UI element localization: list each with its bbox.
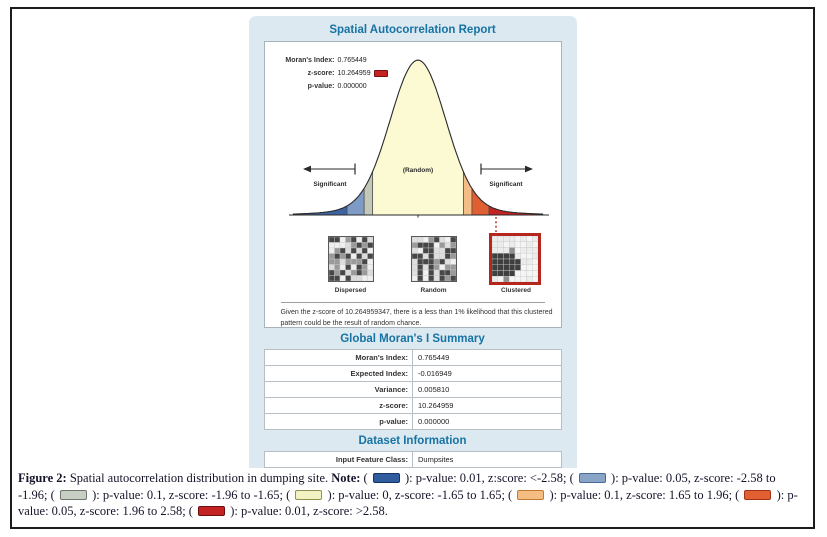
- mosaic-cell: [492, 242, 498, 248]
- mosaic-cell: [340, 270, 346, 276]
- mosaic-cell: [503, 259, 509, 265]
- summary-row-value: 0.765449: [413, 350, 562, 366]
- mosaic-cell: [345, 243, 351, 249]
- mosaic-cell: [492, 265, 498, 271]
- mosaic-cell: [515, 253, 521, 259]
- table-row: [264, 366, 561, 382]
- mosaic-cell: [351, 270, 357, 276]
- caption-text: (: [360, 471, 371, 485]
- mosaic-cell: [417, 254, 423, 260]
- mosaic-cell: [417, 265, 423, 271]
- mosaic-cell: [356, 254, 362, 260]
- mosaic-cell: [434, 265, 440, 271]
- mosaic-cell: [428, 243, 434, 249]
- mosaic-cell: [509, 253, 515, 259]
- mosaic-cell: [345, 254, 351, 260]
- mosaic-cell: [329, 243, 335, 249]
- dispersed-label: Dispersed: [334, 287, 367, 294]
- mosaic-cell: [532, 271, 538, 277]
- mosaic-cell: [334, 248, 340, 254]
- explanation-text: [281, 308, 553, 329]
- caption-legend-swatch: [517, 490, 544, 500]
- random-thumbnail-image: [411, 236, 457, 282]
- mosaic-cell: [450, 259, 456, 265]
- mosaic-cell: [367, 243, 373, 249]
- mosaic-cell: [423, 276, 429, 282]
- p-value-value: 0.000000: [337, 83, 367, 90]
- summary-row-value: 0.000000: [413, 414, 562, 430]
- mosaic-cell: [412, 270, 418, 276]
- caption-legend-swatch: [198, 506, 225, 516]
- mosaic-cell: [345, 259, 351, 265]
- mosaic-cell: [329, 270, 335, 276]
- mosaic-cell: [532, 259, 538, 265]
- mosaic-cell: [356, 248, 362, 254]
- mosaic-cell: [520, 265, 526, 271]
- summary-table: [264, 349, 562, 430]
- explanation-divider: [281, 302, 545, 303]
- mosaic-cell: [334, 276, 340, 282]
- mosaic-cell: [340, 243, 346, 249]
- summary-section-title: Global Moran's I Summary: [340, 333, 485, 345]
- mosaic-cell: [445, 270, 451, 276]
- summary-row-label: z-score:: [264, 398, 413, 414]
- z-score-label: z-score:: [307, 70, 335, 77]
- table-row: [264, 414, 561, 430]
- summary-row-label: Expected Index:: [264, 366, 413, 382]
- mosaic-cell: [362, 265, 368, 271]
- mosaic-cell: [367, 254, 373, 260]
- mosaic-cell: [434, 259, 440, 265]
- mosaic-cell: [428, 276, 434, 282]
- z-score-value: 10.264959: [337, 70, 371, 77]
- mosaic-cell: [515, 265, 521, 271]
- mosaic-cell: [423, 254, 429, 260]
- mosaic-cell: [532, 265, 538, 271]
- mosaic-cell: [450, 276, 456, 282]
- mosaic-cell: [439, 276, 445, 282]
- mosaic-cell: [334, 254, 340, 260]
- mosaic-cell: [515, 271, 521, 277]
- mosaic-cell: [526, 276, 532, 282]
- mosaic-cell: [412, 248, 418, 254]
- mosaic-cell: [532, 276, 538, 282]
- mosaic-cell: [503, 242, 509, 248]
- mosaic-cell: [497, 276, 503, 282]
- mosaic-cell: [412, 243, 418, 249]
- mosaic-cell: [492, 271, 498, 277]
- mosaic-cell: [362, 276, 368, 282]
- mosaic-cell: [515, 276, 521, 282]
- mosaic-cell: [509, 276, 515, 282]
- summary-row-value: 0.005810: [413, 382, 562, 398]
- dispersed-pattern-graphic: [329, 237, 373, 281]
- figure-caption: [18, 470, 807, 520]
- mosaic-cell: [503, 253, 509, 259]
- left-significant-label: Significant: [312, 181, 347, 188]
- summary-row-label: Variance:: [264, 382, 413, 398]
- mosaic-cell: [439, 248, 445, 254]
- table-row: [264, 350, 561, 366]
- mosaic-cell: [367, 270, 373, 276]
- mosaic-cell: [334, 243, 340, 249]
- mosaic-cell: [356, 265, 362, 271]
- summary-row-label: Moran's Index:: [264, 350, 413, 366]
- summary-row-label: p-value:: [264, 414, 413, 430]
- mosaic-cell: [362, 270, 368, 276]
- mosaic-cell: [434, 248, 440, 254]
- mosaic-cell: [423, 259, 429, 265]
- mosaic-cell: [492, 253, 498, 259]
- mosaic-cell: [423, 243, 429, 249]
- random-pattern-graphic: [412, 237, 456, 281]
- dataset-row-value: [413, 468, 562, 469]
- morans-index-value: 0.765449: [337, 57, 367, 64]
- mosaic-cell: [439, 254, 445, 260]
- mosaic-cell: [532, 242, 538, 248]
- caption-legend-swatch: [744, 490, 771, 500]
- dataset-table: [264, 451, 562, 468]
- mosaic-cell: [445, 259, 451, 265]
- mosaic-cell: [497, 242, 503, 248]
- mosaic-cell: [509, 248, 515, 254]
- table-row: [264, 398, 561, 414]
- report-title: Spatial Autocorrelation Report: [329, 24, 496, 36]
- caption-text: ): p-value: 0.01, z:score: <-2.58; (: [401, 471, 577, 485]
- mosaic-cell: [520, 276, 526, 282]
- summary-row-value: 10.264959: [413, 398, 562, 414]
- mosaic-cell: [515, 242, 521, 248]
- mosaic-cell: [503, 265, 509, 271]
- mosaic-cell: [423, 270, 429, 276]
- mosaic-cell: [434, 254, 440, 260]
- mosaic-cell: [509, 271, 515, 277]
- mosaic-cell: [428, 265, 434, 271]
- mosaic-cell: [526, 271, 532, 277]
- z-score-stat: [271, 67, 388, 80]
- mosaic-cell: [329, 259, 335, 265]
- mosaic-cell: [450, 265, 456, 271]
- dataset-section-title: Dataset Information: [358, 435, 467, 447]
- mosaic-cell: [412, 265, 418, 271]
- mosaic-cell: [367, 276, 373, 282]
- mosaic-cell: [497, 265, 503, 271]
- mosaic-cell: [532, 248, 538, 254]
- mosaic-cell: [334, 259, 340, 265]
- caption-text: ): p-value: 0.05, z-score: 1.96 to 2.58; (: [18, 487, 798, 518]
- explanation-line-1: Given the z-score of 10.264959347, there is a less than 1% likelihood that this clustered: [280, 309, 553, 316]
- mosaic-cell: [492, 248, 498, 254]
- mosaic-cell: [509, 265, 515, 271]
- clustered-thumbnail: [492, 236, 541, 294]
- figure-border-frame: [10, 7, 815, 529]
- mosaic-cell: [526, 242, 532, 248]
- mosaic-cell: [434, 270, 440, 276]
- mosaic-cell: [520, 242, 526, 248]
- mosaic-cell: [520, 253, 526, 259]
- mosaic-cell: [351, 248, 357, 254]
- mosaic-cell: [423, 265, 429, 271]
- caption-text: ): p-value: 0.1, z-score: -1.96 to -1.65; (: [88, 487, 294, 502]
- mosaic-cell: [340, 276, 346, 282]
- mosaic-cell: [412, 259, 418, 265]
- mosaic-cell: [334, 270, 340, 276]
- table-row: [264, 452, 561, 468]
- caption-bold-text: Note:: [331, 471, 361, 485]
- mosaic-cell: [515, 259, 521, 265]
- mosaic-cell: [434, 243, 440, 249]
- mosaic-cell: [356, 259, 362, 265]
- mosaic-cell: [351, 254, 357, 260]
- caption-bold-text: Figure 2:: [18, 471, 67, 485]
- mosaic-cell: [345, 248, 351, 254]
- mosaic-cell: [351, 259, 357, 265]
- caption-legend-swatch: [373, 473, 400, 483]
- mosaic-cell: [526, 253, 532, 259]
- mosaic-cell: [515, 248, 521, 254]
- mosaic-cell: [423, 248, 429, 254]
- mosaic-cell: [497, 259, 503, 265]
- mosaic-cell: [445, 265, 451, 271]
- mosaic-cell: [356, 243, 362, 249]
- random-label: (Random): [402, 167, 433, 174]
- mosaic-cell: [362, 248, 368, 254]
- caption-text: ): p-value: 0, z-score: -1.65 to 1.65; (: [324, 487, 516, 502]
- p-value-label: p-value:: [307, 83, 335, 90]
- dataset-row-label: Input Feature Class:: [264, 452, 413, 468]
- mosaic-cell: [450, 248, 456, 254]
- mosaic-cell: [520, 259, 526, 265]
- mosaic-cell: [428, 248, 434, 254]
- mosaic-cell: [329, 276, 335, 282]
- mosaic-cell: [526, 259, 532, 265]
- mosaic-cell: [417, 276, 423, 282]
- caption-legend-swatch: [295, 490, 322, 500]
- mosaic-cell: [351, 265, 357, 271]
- mosaic-cell: [503, 248, 509, 254]
- caption-text: ): p-value: 0.05, z-score: -2.58 to -1.96; (: [18, 471, 776, 502]
- clustered-label: Clustered: [501, 287, 531, 294]
- mosaic-cell: [520, 271, 526, 277]
- mosaic-cell: [428, 254, 434, 260]
- mosaic-cell: [497, 271, 503, 277]
- mosaic-cell: [329, 265, 335, 271]
- mosaic-cell: [417, 259, 423, 265]
- mosaic-cell: [428, 259, 434, 265]
- mosaic-cell: [334, 265, 340, 271]
- mosaic-cell: [329, 248, 335, 254]
- right-significant-label: Significant: [488, 181, 523, 188]
- mosaic-cell: [492, 276, 498, 282]
- mosaic-cell: [492, 259, 498, 265]
- mosaic-cell: [345, 270, 351, 276]
- mosaic-cell: [417, 270, 423, 276]
- left-arrowhead-icon: [303, 166, 311, 173]
- morans-index-label: Moran's Index:: [285, 57, 335, 64]
- mosaic-cell: [526, 248, 532, 254]
- dataset-row-value: Dumpsites: [413, 452, 562, 468]
- mosaic-cell: [450, 270, 456, 276]
- mosaic-cell: [367, 259, 373, 265]
- mosaic-cell: [362, 254, 368, 260]
- caption-legend-swatch: [60, 490, 87, 500]
- mosaic-cell: [345, 276, 351, 282]
- mosaic-cell: [439, 243, 445, 249]
- mosaic-cell: [412, 276, 418, 282]
- mosaic-cell: [503, 276, 509, 282]
- mosaic-cell: [497, 248, 503, 254]
- summary-row-value: -0.016949: [413, 366, 562, 382]
- mosaic-cell: [439, 259, 445, 265]
- caption-text: ): p-value: 0.1, z-score: 1.65 to 1.96; (: [546, 487, 743, 502]
- mosaic-cell: [428, 270, 434, 276]
- mosaic-cell: [503, 271, 509, 277]
- table-row: [264, 382, 561, 398]
- mosaic-cell: [445, 276, 451, 282]
- mosaic-cell: [351, 243, 357, 249]
- explanation-line-2: pattern could be the result of random chance.: [280, 319, 422, 327]
- dispersed-thumbnail: [328, 236, 374, 294]
- mosaic-cell: [367, 248, 373, 254]
- mosaic-cell: [450, 254, 456, 260]
- mosaic-cell: [345, 265, 351, 271]
- mosaic-cell: [520, 248, 526, 254]
- mosaic-cell: [445, 248, 451, 254]
- mosaic-cell: [526, 265, 532, 271]
- right-arrowhead-icon: [525, 166, 533, 173]
- morans-index-stat: [271, 54, 388, 67]
- caption-legend-swatch: [579, 473, 606, 483]
- mosaic-cell: [417, 248, 423, 254]
- mosaic-cell: [450, 243, 456, 249]
- curve-region: [463, 172, 472, 215]
- curve-region: [364, 172, 373, 215]
- clustered-pattern-graphic: [492, 236, 538, 282]
- mosaic-cell: [439, 270, 445, 276]
- spatial-autocorrelation-report-panel: [249, 16, 577, 468]
- mosaic-cell: [340, 254, 346, 260]
- mosaic-cell: [340, 265, 346, 271]
- mosaic-cell: [509, 242, 515, 248]
- caption-text: ): p-value: 0.01, z-score: >2.58.: [227, 504, 388, 518]
- mosaic-cell: [356, 276, 362, 282]
- mosaic-cell: [340, 259, 346, 265]
- mosaic-cell: [340, 248, 346, 254]
- mosaic-cell: [445, 254, 451, 260]
- clustered-thumbnail-image-highlighted: [489, 233, 541, 285]
- mosaic-cell: [367, 265, 373, 271]
- mosaic-cell: [351, 276, 357, 282]
- mosaic-cell: [439, 265, 445, 271]
- mosaic-cell: [532, 253, 538, 259]
- mosaic-cell: [329, 254, 335, 260]
- p-value-stat: [271, 80, 388, 93]
- mosaic-cell: [417, 243, 423, 249]
- dispersed-thumbnail-image: [328, 236, 374, 282]
- mosaic-cell: [412, 254, 418, 260]
- dataset-row-label: [264, 468, 413, 469]
- report-graphic-box: [264, 41, 562, 328]
- random-thumbnail: [411, 236, 457, 294]
- table-row-clipped: [264, 468, 561, 469]
- mosaic-cell: [509, 259, 515, 265]
- mosaic-cell: [356, 270, 362, 276]
- z-score-red-swatch: [374, 70, 388, 77]
- mosaic-cell: [362, 243, 368, 249]
- caption-text: Spatial autocorrelation distribution in dumping site.: [66, 471, 332, 485]
- mosaic-cell: [362, 259, 368, 265]
- random-label: Random: [420, 287, 447, 294]
- mosaic-cell: [497, 253, 503, 259]
- mosaic-cell: [445, 243, 451, 249]
- mosaic-cell: [434, 276, 440, 282]
- report-stats-block: [271, 54, 388, 93]
